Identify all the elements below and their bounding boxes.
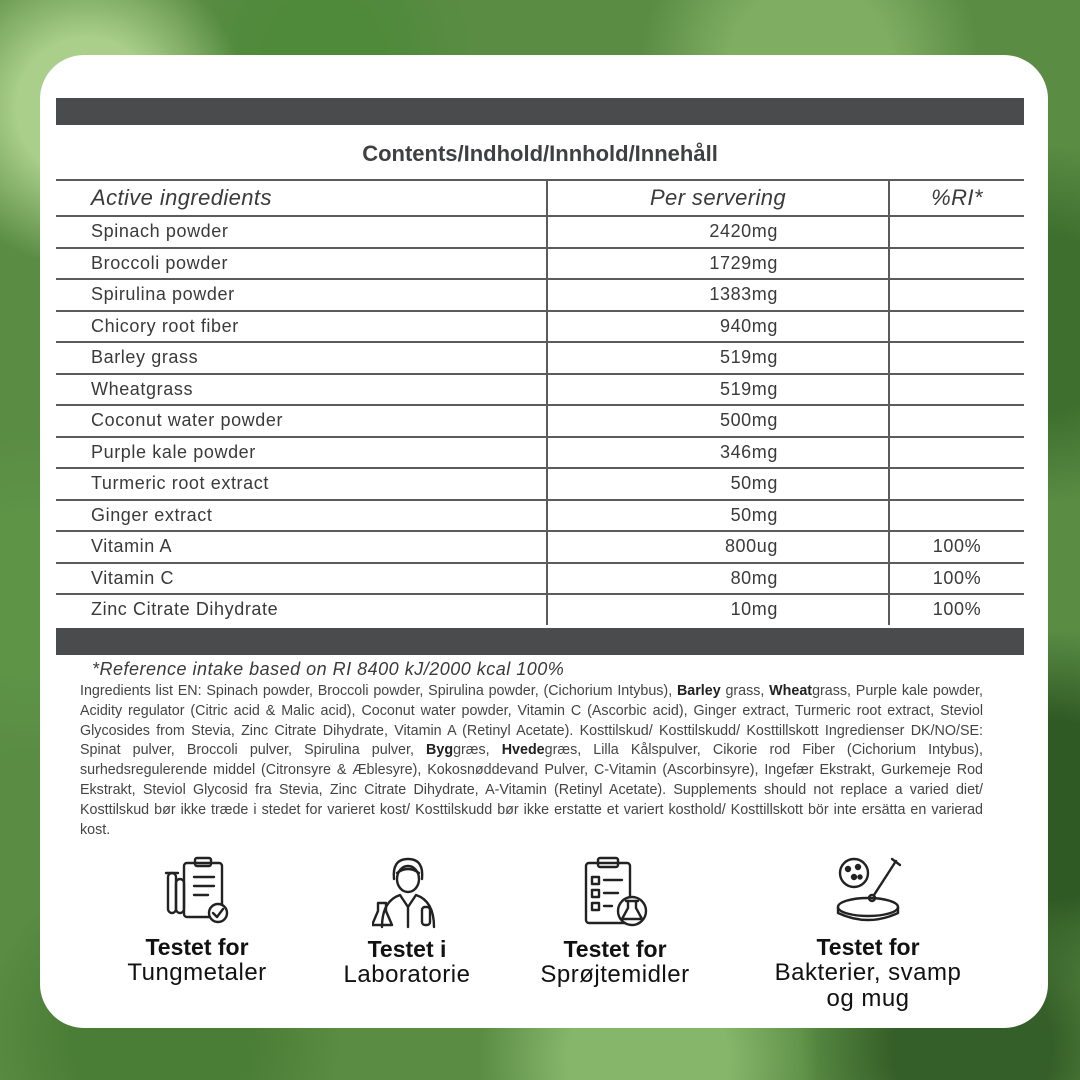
ingredient-amount: 519mg [547, 374, 889, 406]
ingredient-amount: 519mg [547, 342, 889, 374]
ingredient-name: Coconut water powder [56, 405, 547, 437]
table-row [56, 248, 1024, 280]
ingredient-name: Chicory root fiber [56, 311, 547, 343]
badge-subtitle-line2: og mug [826, 985, 910, 1012]
ingredient-amount: 346mg [547, 437, 889, 469]
badge-title: Testet for [816, 934, 920, 960]
ingredient-ri [889, 248, 1024, 280]
nutrition-table [56, 179, 1024, 625]
ingredient-ri [889, 374, 1024, 406]
badge-title: Testet for [145, 934, 249, 960]
ingredient-amount: 50mg [547, 468, 889, 500]
test-tubes-checklist-icon [162, 855, 232, 927]
reference-note: *Reference intake based on RI 8400 kJ/2000 kcal 100% [92, 659, 565, 679]
ingredient-amount: 10mg [547, 594, 889, 625]
table-row [56, 216, 1024, 248]
table-row [56, 311, 1024, 343]
ingredient-ri [889, 437, 1024, 469]
ingredient-name: Turmeric root extract [56, 468, 547, 500]
ingredient-name: Barley grass [56, 342, 547, 374]
ingredient-amount: 2420mg [547, 216, 889, 248]
ingredient-amount: 800ug [547, 531, 889, 563]
ingredient-ri [889, 311, 1024, 343]
table-title: Contents/Indhold/Innhold/Innehåll [362, 141, 718, 166]
badge-title: Testet for [563, 936, 667, 962]
ingredient-ri: 100% [889, 594, 1024, 625]
ingredient-ri: 100% [889, 563, 1024, 595]
ingredient-name: Spirulina powder [56, 279, 547, 311]
header-bar [56, 98, 1024, 125]
badge-bacteria [748, 855, 988, 1012]
ingredient-name: Vitamin C [56, 563, 547, 595]
header-ri: %RI* [889, 180, 1024, 216]
ingredient-amount: 50mg [547, 500, 889, 532]
badge-subtitle: Laboratorie [343, 961, 471, 988]
table-row [56, 374, 1024, 406]
badge-heavy-metals [102, 855, 292, 986]
table-row [56, 531, 1024, 563]
ingredient-name: Purple kale powder [56, 437, 547, 469]
ingredient-ri: 100% [889, 531, 1024, 563]
badges-row [40, 855, 1048, 1025]
lab-scientist-icon [372, 855, 442, 929]
badge-subtitle: Bakterier, svamp [774, 959, 962, 986]
table-row [56, 279, 1024, 311]
ingredient-ri [889, 500, 1024, 532]
ingredient-amount: 1383mg [547, 279, 889, 311]
badge-laboratory [317, 855, 497, 988]
ingredient-name: Vitamin A [56, 531, 547, 563]
ingredient-amount: 80mg [547, 563, 889, 595]
ingredients-list: Ingredients list EN: Spinach powder, Broccoli powder, Spirulina powder, (Cichorium Intybus), Barley grass, Wheatgrass, Purple kale powder, Acidity regulator (Citric acid & Malic acid), Coconut water powder, Vitamin C (Ascorbic acid), Ginger extract, Turmeric root extract, Steviol Glycosides from Stevia, Zinc Citrate Dihydrate, Vitamin A (Retinyl Acetate). Kosttilskud/ Kosttilskudd/ Kosttillskott Ingredienser DK/NO/SE: Spinat pulver, Broccoli pulver, Spirulina pulver, Byggræs, Hvedegræs, Lilla Kålspulver, Cikorie rod Fiber (Cichorium Intybus), surhedsregulerende middel (Citronsyre & Æblesyre), Kokosnøddevand Pulver, C-Vitamin (Ascorbinsyre), Ingefær Ekstrakt, Gurkemeje Rod Ekstrakt, Steviol Glycosid fra Stevia, Zinc Citrate Dihydrate, A-Vitamin (Retinyl Acetate). Supplements should not replace a varied diet/ Kosttilskud bør ikke træde i stedet for varieret kost/ Kosttilskudd bør ikke erstatte et variert kosthold/ Kosttillskott bör inte ersätta en varierad kost. [80, 683, 983, 838]
footer-bar [56, 628, 1024, 655]
ingredient-name: Ginger extract [56, 500, 547, 532]
table-row [56, 437, 1024, 469]
ingredient-name: Zinc Citrate Dihydrate [56, 594, 547, 625]
petri-dish-icon [832, 855, 904, 927]
ingredient-amount: 500mg [547, 405, 889, 437]
table-row [56, 342, 1024, 374]
table-row [56, 563, 1024, 595]
badge-title: Testet i [367, 936, 447, 962]
ingredient-ri [889, 216, 1024, 248]
ingredient-name: Spinach powder [56, 216, 547, 248]
ingredient-ri [889, 342, 1024, 374]
table-row [56, 500, 1024, 532]
badge-pesticides [520, 855, 710, 988]
table-row [56, 468, 1024, 500]
ingredient-name: Broccoli powder [56, 248, 547, 280]
table-header-row [56, 180, 1024, 216]
ingredient-amount: 1729mg [547, 248, 889, 280]
table-row [56, 594, 1024, 625]
ingredient-amount: 940mg [547, 311, 889, 343]
ingredient-ri [889, 279, 1024, 311]
table-row [56, 405, 1024, 437]
badge-subtitle: Tungmetaler [127, 959, 267, 986]
ingredient-name: Wheatgrass [56, 374, 547, 406]
badge-subtitle: Sprøjtemidler [540, 961, 690, 988]
clipboard-flask-icon [580, 855, 650, 929]
ingredient-ri [889, 405, 1024, 437]
header-active-ingredients: Active ingredients [56, 180, 547, 216]
header-per-serving: Per servering [547, 180, 889, 216]
nutrition-card [40, 55, 1048, 1028]
ingredient-ri [889, 468, 1024, 500]
